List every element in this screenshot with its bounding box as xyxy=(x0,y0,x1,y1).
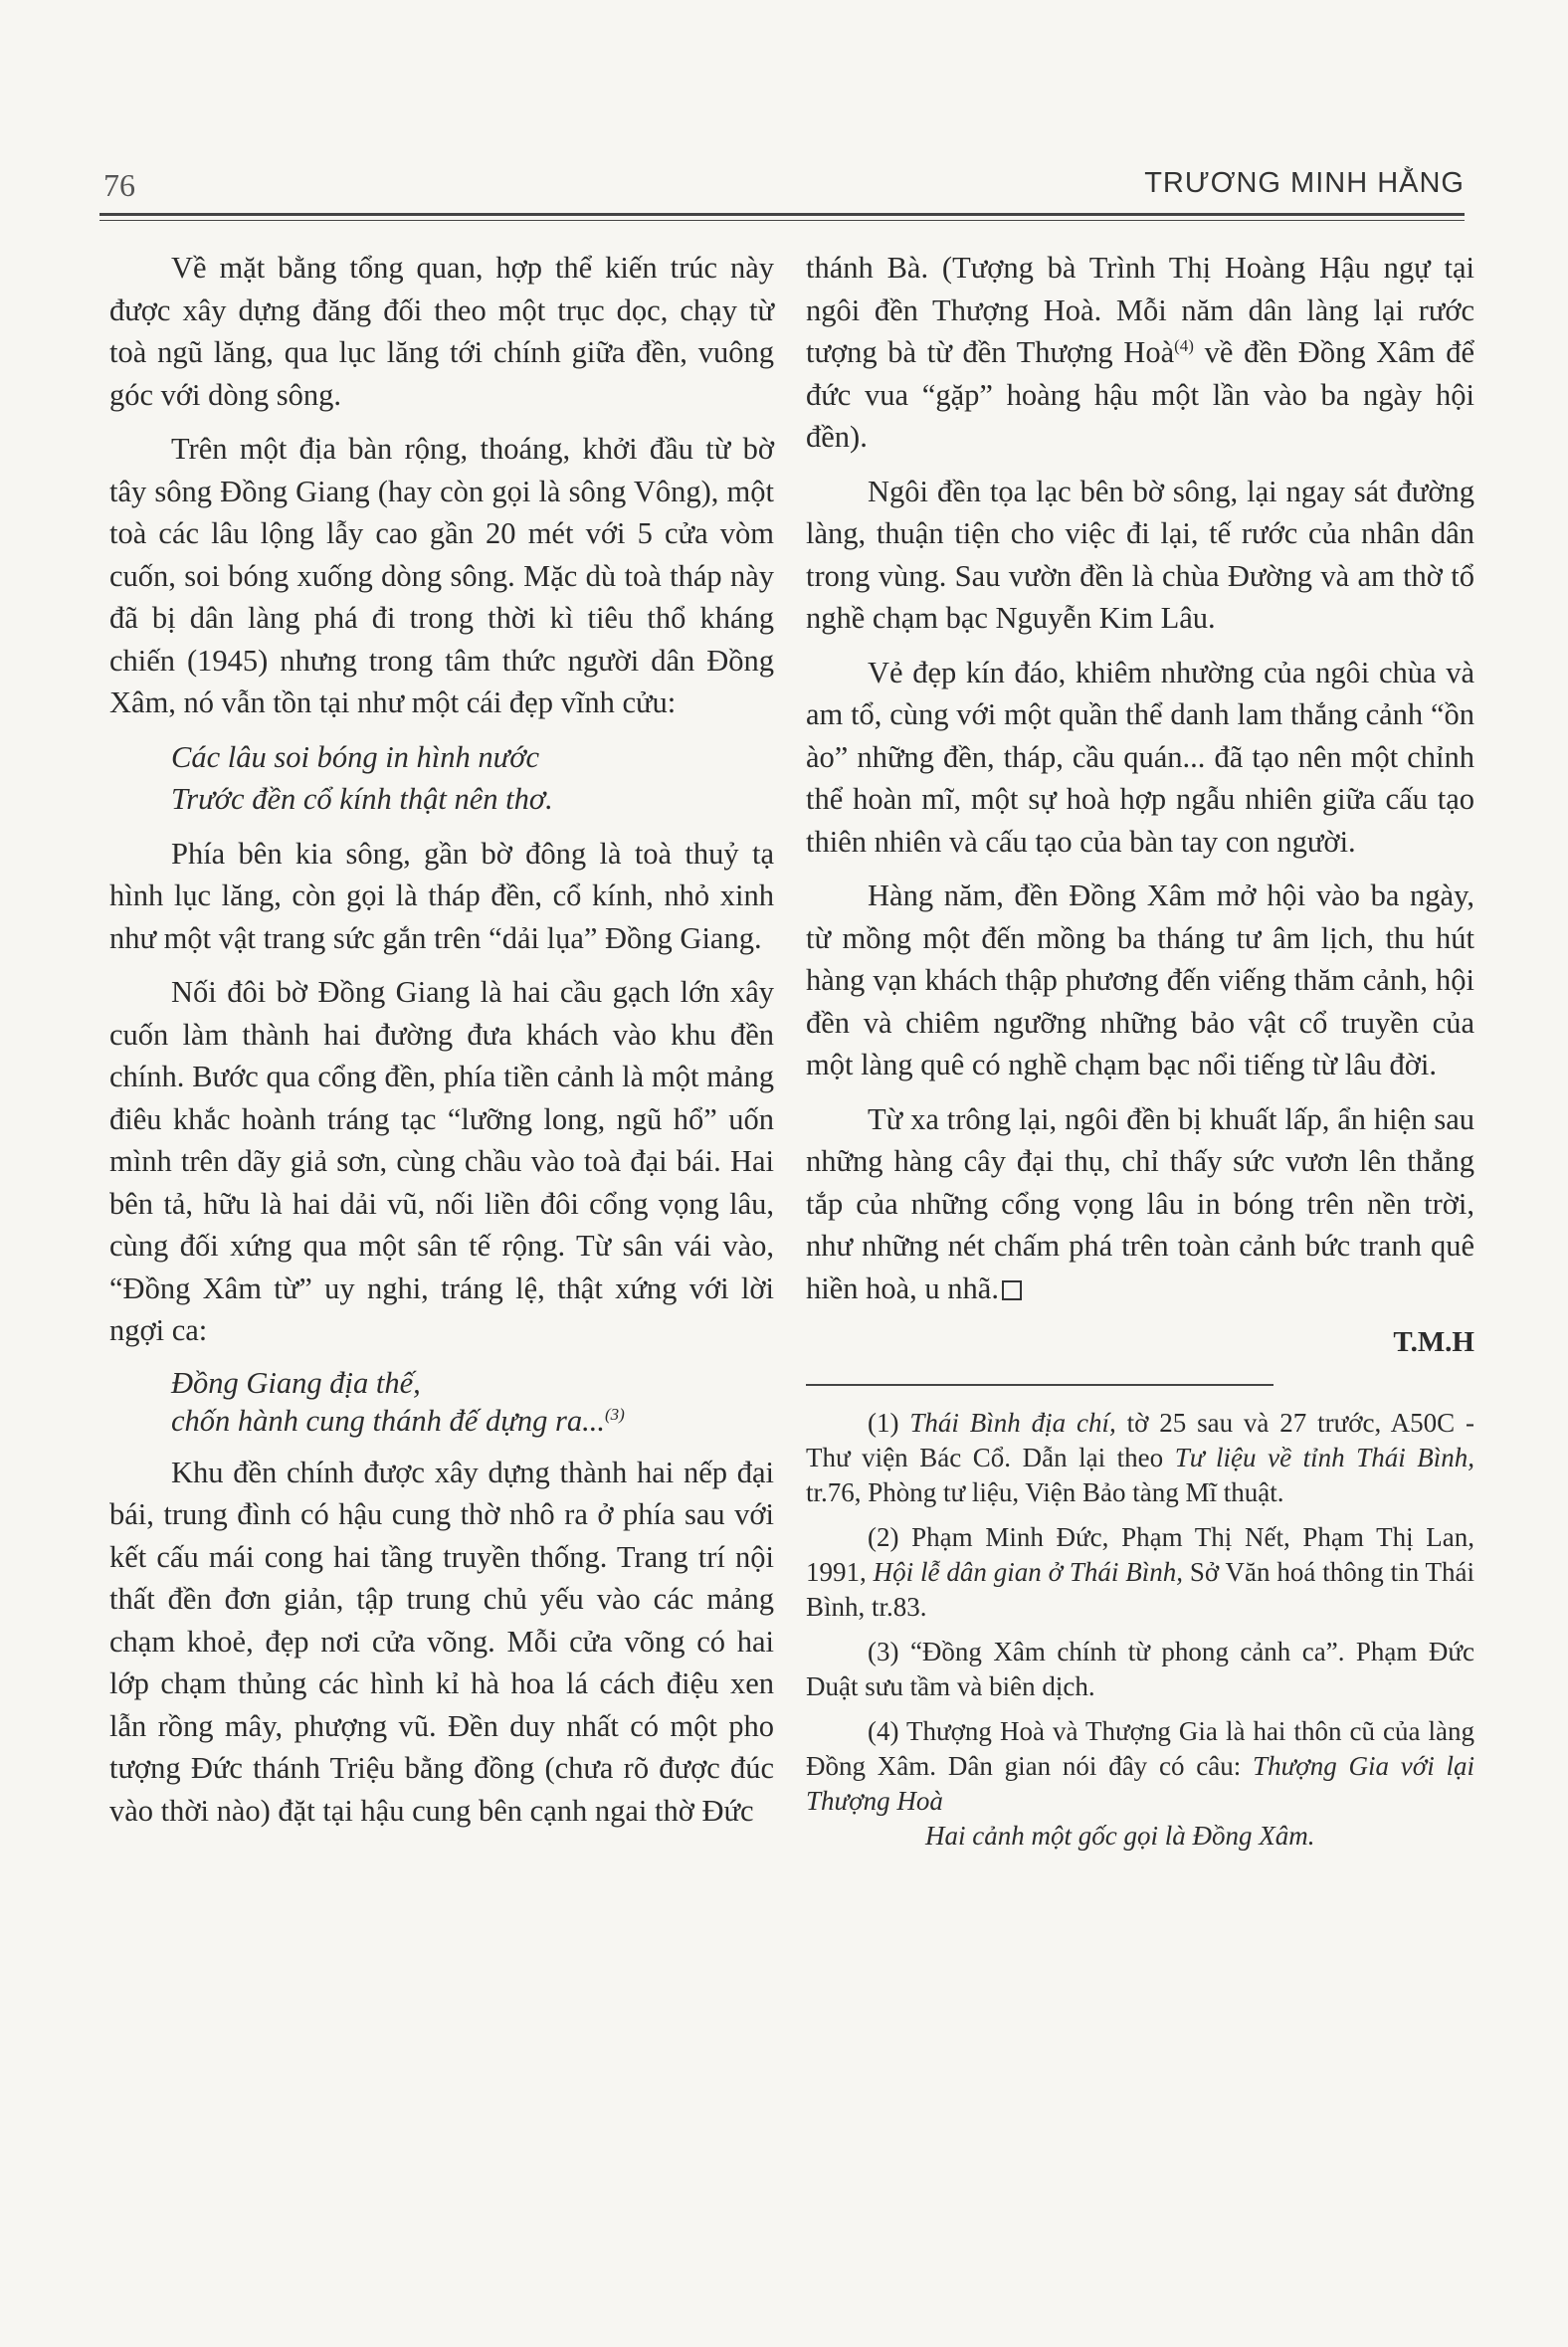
footnote-3 xyxy=(806,1635,1474,1704)
footnote-text: tờ 25 sau và 27 trước, A50C - Thư viện Bác Cổ. Dẫn lại theo xyxy=(806,1407,1475,1472)
footnote-title: Thái Bình địa chí, xyxy=(909,1407,1116,1438)
footnote-text: Phạm Minh Đức, Phạm Thị Nết, Phạm Thị Lan, 1991, xyxy=(806,1521,1474,1587)
footnote-number: (1) xyxy=(868,1407,899,1438)
page-number: 76 xyxy=(103,167,135,203)
footnote-number: (3) xyxy=(868,1636,899,1666)
paragraph-text: về đền Đồng Xâm để đức vua “gặp” hoàng hậu một lần vào ba ngày hội đền). xyxy=(806,335,1474,454)
footnote-title: Hội lễ dân gian ở Thái Bình, xyxy=(873,1556,1183,1587)
verse-quote xyxy=(109,736,774,821)
verse-line: Đồng Giang địa thế, xyxy=(171,1365,421,1400)
paragraph: Phía bên kia sông, gần bờ đông là toà thuỷ tạ hình lục lăng, còn gọi là tháp đền, cổ kính, nhỏ xinh như một vật trang sức gắn trên “dải lụa” Đồng Giang. xyxy=(109,836,774,955)
footnote-rule xyxy=(806,1384,1274,1386)
verse-line xyxy=(171,1402,774,1440)
paragraph-text: Từ xa trông lại, ngôi đền bị khuất lấp, ẩn hiện sau những hàng cây đại thụ, chỉ thấy sức vươn lên thẳng tắp của những cổng vọng lâu in bóng trên nền trời, như những nét chấm phá trên toàn cảnh bức tranh quê hiền hoà, u nhã. xyxy=(806,1101,1474,1305)
footnote-verse: Hai cảnh một gốc gọi là Đồng Xâm. xyxy=(925,1820,1315,1851)
paragraph: Vẻ đẹp kín đáo, khiêm nhường của ngôi chùa và am tổ, cùng với một quần thể danh lam thắng cảnh “ồn ào” những đền, tháp, cầu quán... đã tạo nên một chỉnh thể hoàn mĩ, một sự hoà hợp ngẫu nhiên giữa cấu tạo thiên nhiên và cấu tạo của bàn tay con người. xyxy=(806,655,1474,859)
verse-line-text: chốn hành cung thánh đế dựng ra... xyxy=(171,1403,605,1438)
footnote-number: (4) xyxy=(868,1715,899,1746)
footnote-number: (2) xyxy=(868,1521,899,1552)
paragraph: Về mặt bằng tổng quan, hợp thể kiến trúc này được xây dựng đăng đối theo một trục dọc, chạy từ toà ngũ lăng, qua lục lăng tới chính giữa đền, vuông góc với dòng sông. xyxy=(109,251,774,412)
header-rule-thick xyxy=(99,213,1465,216)
footnote-2 xyxy=(806,1520,1474,1625)
paragraph-text: thánh Bà. (Tượng bà Trình Thị Hoàng Hậu ngự tại ngôi đền Thượng Hoà. Mỗi năm dân làng lại rước tượng bà từ đền Thượng Hoà xyxy=(806,251,1474,369)
footnote-title: Tư liệu về tỉnh Thái Bình, xyxy=(1174,1442,1474,1472)
page-header xyxy=(99,167,1465,207)
right-column xyxy=(806,247,1474,1863)
paragraph: Khu đền chính được xây dựng thành hai nếp đại bái, trung đình có hậu cung thờ nhô ra ở phía sau với kết cấu mái cong hai tầng truyền thống. Trang trí nội thất đền đơn giản, tập trung chủ yếu vào các mảng chạm khoẻ, đẹp nơi cửa võng. Mỗi cửa võng có hai lớp chạm thủng các hình kỉ hà hoa lá cách điệu xen lẫn rồng mây, phượng vũ. Đền duy nhất có một pho tượng Đức thánh Triệu bằng đồng (chưa rõ được đúc vào thời nào) đặt tại hậu cung bên cạnh ngai thờ Đức xyxy=(109,1455,774,1828)
verse-line: Trước đền cổ kính thật nên thơ. xyxy=(171,782,553,816)
footnote-text: “Đồng Xâm chính từ phong cảnh ca”. Phạm Đức Duật sưu tầm và biên dịch. xyxy=(806,1636,1474,1701)
footnote-text: Sở Văn hoá thông tin Thái Bình, tr.83. xyxy=(806,1556,1474,1622)
author-signature: T.M.H xyxy=(1393,1326,1474,1358)
footnote-1 xyxy=(806,1406,1474,1510)
left-column xyxy=(109,247,774,1844)
footnote-ref[interactable]: (4) xyxy=(1174,335,1194,355)
paragraph: Trên một địa bàn rộng, thoáng, khởi đầu từ bờ tây sông Đồng Giang (hay còn gọi là sông Vông), một toà các lâu lộng lẫy cao gần 20 mét với 5 cửa vòm cuốn, soi bóng xuống dòng sông. Mặc dù toà tháp này đã bị dân làng phá đi trong thời kì tiêu thổ kháng chiến (1945) nhưng trong tâm thức người dân Đồng Xâm, nó vẫn tồn tại như một cái đẹp vĩnh cửu: xyxy=(109,432,774,719)
paragraph: Hàng năm, đền Đồng Xâm mở hội vào ba ngày, từ mồng một đến mồng ba tháng tư âm lịch, thu hút hàng vạn khách thập phương đến viếng thăm cảnh, hội đền và chiêm ngưỡng những bảo vật cổ truyền của một làng quê có nghề chạm bạc nổi tiếng từ lâu đời. xyxy=(806,879,1474,1081)
footnote-verse: Thượng Gia với lại Thượng Hoà xyxy=(806,1750,1474,1816)
running-head-author: TRƯƠNG MINH HẰNG xyxy=(1144,167,1465,199)
footnote-text: Thượng Hoà và Thượng Gia là hai thôn cũ của làng Đồng Xâm. Dân gian nói đây có câu: xyxy=(806,1715,1474,1781)
paragraph xyxy=(806,247,1474,459)
header-rule-thin xyxy=(99,220,1465,221)
footnote-ref[interactable]: (3) xyxy=(604,1404,625,1424)
end-of-article-mark xyxy=(1002,1280,1022,1300)
paragraph xyxy=(806,1098,1474,1310)
verse-line: Các lâu soi bóng in hình nước xyxy=(171,739,540,774)
paragraph: Nối đôi bờ Đồng Giang là hai cầu gạch lớn xây cuốn làm thành hai đường đưa khách vào khu đền chính. Bước qua cổng đền, phía tiền cảnh là một mảng điêu khắc hoành tráng tạc “lưỡng long, ngũ hổ” uốn mình trên dãy giả sơn, cùng chầu vào toà đại bái. Hai bên tả, hữu là hai dải vũ, nối liền đôi cổng vọng lâu, cùng đối xứng qua một sân tế rộng. Từ sân vái vào, “Đồng Xâm từ” uy nghi, tráng lệ, thật xứng với lời ngợi ca: xyxy=(109,975,774,1347)
verse-quote xyxy=(109,1364,774,1440)
footnote-text: tr.76, Phòng tư liệu, Viện Bảo tàng Mĩ thuật. xyxy=(806,1476,1284,1507)
paragraph: Ngôi đền tọa lạc bên bờ sông, lại ngay sát đường làng, thuận tiện cho việc đi lại, tế rước của nhân dân trong vùng. Sau vườn đền là chùa Đường và am thờ tổ nghề chạm bạc Nguyễn Kim Lâu. xyxy=(806,474,1474,635)
footnote-4 xyxy=(806,1714,1474,1854)
